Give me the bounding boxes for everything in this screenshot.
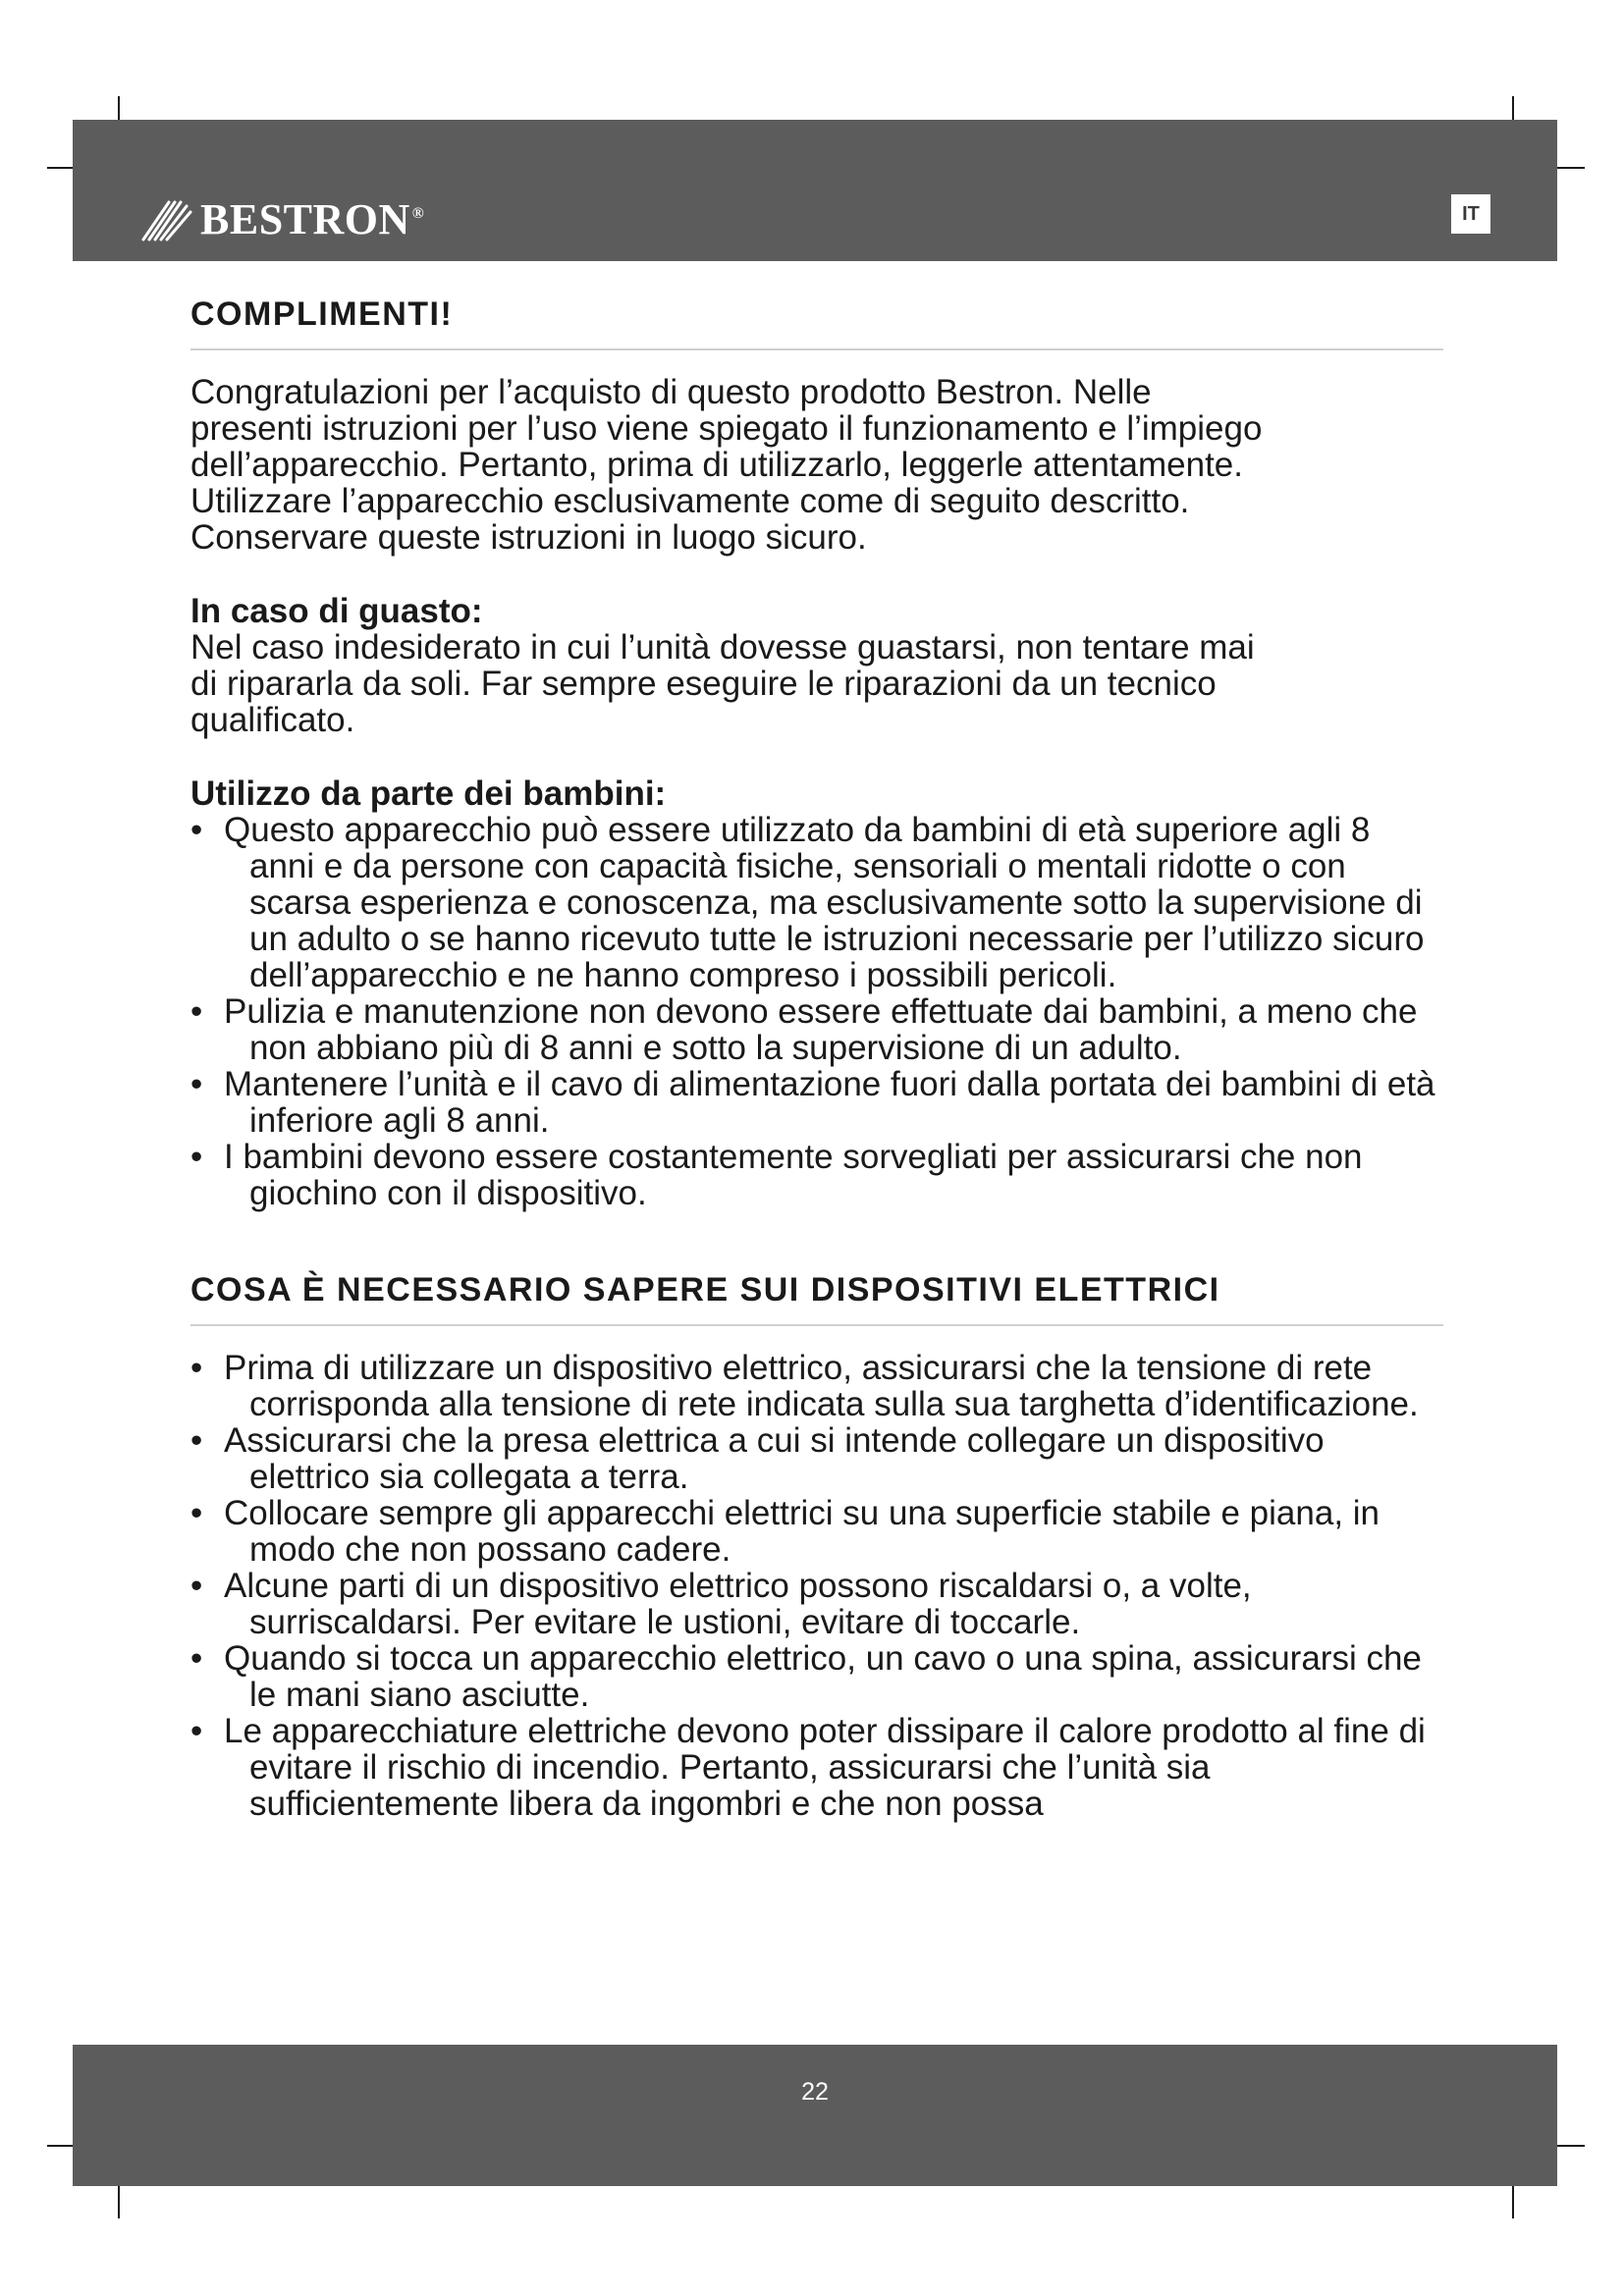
page-number: 22: [801, 2078, 829, 2106]
brand-name: BESTRON ®: [200, 195, 425, 243]
section-title-electrical: COSA È NECESSARIO SAPERE SUI DISPOSITIVI ELETTRICI: [190, 1270, 1443, 1326]
failure-heading: In caso di guasto:: [190, 591, 483, 630]
section-title-compliments: COMPLIMENTI!: [190, 294, 1443, 350]
list-item: • Prima di utilizzare un dispositivo elettrico, assicurarsi che la tensione di rete corrisponda alla tensione di rete indicata sulla sua targhetta d’identificazione.: [190, 1350, 1443, 1422]
brand-chevrons-icon: [141, 198, 192, 241]
list-item: • Questo apparecchio può essere utilizzato da bambini di età superiore agli 8 anni e da persone con capacità fisiche, sensoriali o mentali ridotte o con scarsa esperienza e conoscenza, ma esclusivamente sotto la supervisione di un adulto o se hanno ricevuto tutte le istruzioni necessarie per l’utilizzo sicuro dell’apparecchio e ne hanno compreso i possibili pericoli.: [190, 812, 1443, 993]
brand-logo: [141, 190, 424, 249]
intro-paragraph: Congratulazioni per l’acquisto di questo prodotto Bestron. Nelle presenti istruzioni per l’uso viene spiegato il funzionamento e l’impiego dell’apparecchio. Pertanto, prima di utilizzarlo, leggerle attentamente. Utilizzare l’apparecchio esclusivamente come di seguito descritto. Conservare queste istruzioni in luogo sicuro.: [190, 372, 1263, 557]
language-badge: IT: [1451, 194, 1490, 234]
list-item: • I bambini devono essere costantemente sorvegliati per assicurarsi che non giochino con il dispositivo.: [190, 1139, 1443, 1211]
children-heading: Utilizzo da parte dei bambini:: [190, 774, 667, 813]
list-item: • Le apparecchiature elettriche devono poter dissipare il calore prodotto al fine di evitare il rischio di incendio. Pertanto, assicurarsi che l’unità sia sufficientemente libera da ingombri e che non possa: [190, 1713, 1443, 1822]
list-item: • Quando si tocca un apparecchio elettrico, un cavo o una spina, assicurarsi che le mani siano asciutte.: [190, 1640, 1443, 1713]
list-item: • Pulizia e manutenzione non devono essere effettuate dai bambini, a meno che non abbiano più di 8 anni e sotto la supervisione di un adulto.: [190, 993, 1443, 1066]
list-item: • Mantenere l’unità e il cavo di alimentazione fuori dalla portata dei bambini di età inferiore agli 8 anni.: [190, 1066, 1443, 1139]
header-bar: [73, 120, 1557, 261]
list-item: • Assicurarsi che la presa elettrica a cui si intende collegare un dispositivo elettrico sia collegata a terra.: [190, 1422, 1443, 1495]
list-item: • Collocare sempre gli apparecchi elettrici su una superficie stabile e piana, in modo che non possano cadere.: [190, 1495, 1443, 1568]
failure-text: Nel caso indesiderato in cui l’unità dovesse guastarsi, non tentare mai di ripararla da soli. Far sempre eseguire le riparazioni da un tecnico qualificato.: [190, 627, 1255, 739]
list-item: • Alcune parti di un dispositivo elettrico possono riscaldarsi o, a volte, surriscaldarsi. Per evitare le ustioni, evitare di toccarle.: [190, 1568, 1443, 1640]
footer-bar: [73, 2045, 1557, 2186]
electrical-section: [190, 1270, 1443, 1822]
electrical-bullet-list: [190, 1350, 1443, 1822]
page-content: [190, 294, 1443, 1822]
children-bullet-list: [190, 812, 1443, 1211]
